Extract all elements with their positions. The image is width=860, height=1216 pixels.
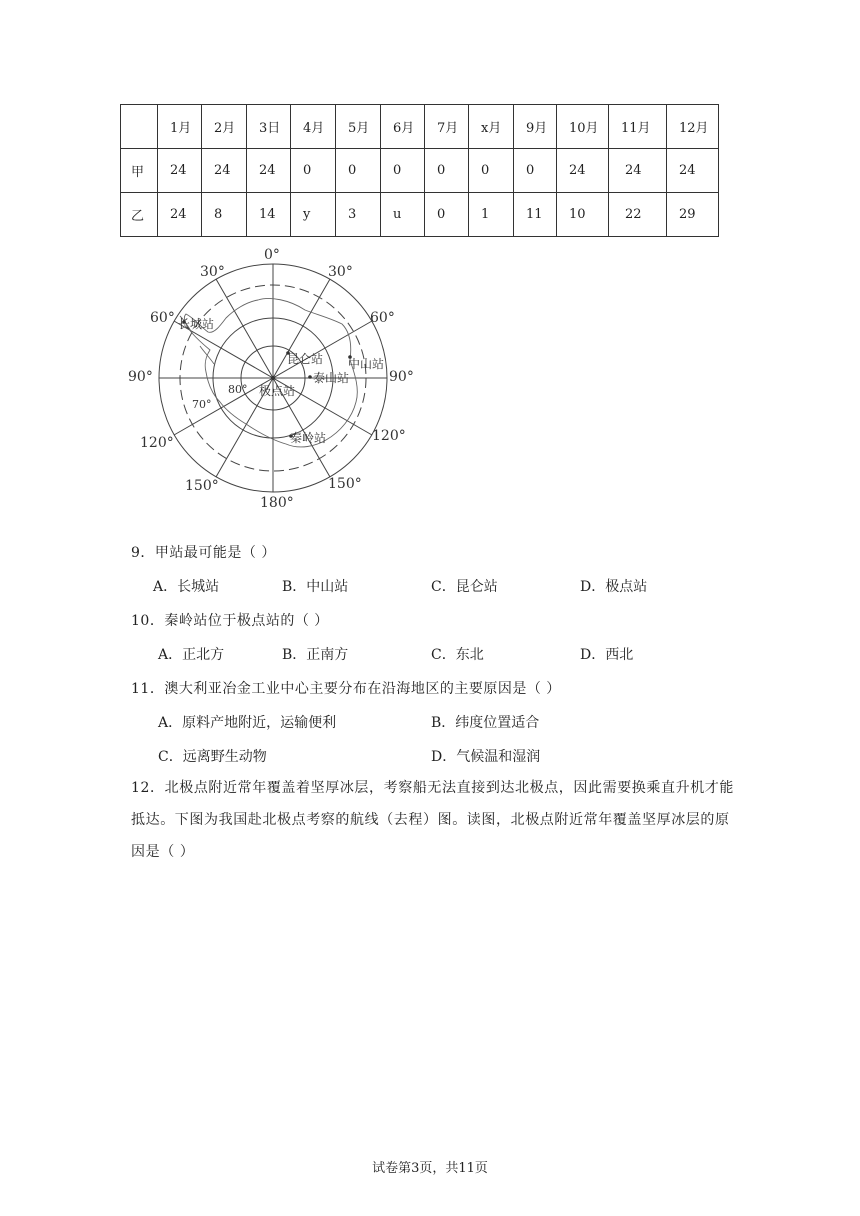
taishan-marker	[308, 375, 312, 379]
qinling-label: 秦岭站	[290, 431, 327, 445]
table-header-cell: 7月	[425, 105, 469, 149]
table-header-row	[121, 105, 719, 149]
table-corner-cell	[121, 105, 158, 149]
table-cell: 0	[425, 193, 469, 237]
table-cell: 0	[425, 149, 469, 193]
table-header-cell: x月	[469, 105, 514, 149]
zhongshan-label: 中山站	[348, 357, 385, 371]
table-cell: 0	[291, 149, 336, 193]
lon-label-lower-right: 120°	[372, 428, 406, 444]
lon-label-lower-left: 120°	[140, 435, 174, 451]
table-cell: 24	[557, 149, 609, 193]
question-11-option-c: C．远离野生动物	[158, 749, 267, 765]
table-cell: 3	[336, 193, 381, 237]
question-10-option-a: A．正北方	[158, 647, 225, 663]
lon-label-right: 90°	[389, 369, 414, 385]
taishan-label: 泰山站	[313, 371, 350, 385]
lon-label-bottom-right: 150°	[328, 476, 362, 492]
question-10-option-b: B．正南方	[282, 647, 349, 663]
lon-label-upper-right: 60°	[370, 310, 395, 326]
row-label: 甲	[121, 149, 158, 193]
lon-label-top: 0°	[264, 247, 280, 263]
page-footer: 试卷第3页，共11页	[372, 1161, 488, 1176]
table-cell: 24	[667, 149, 719, 193]
question-11-option-d: D．气候温和湿润	[431, 749, 541, 765]
table-cell: 8	[202, 193, 247, 237]
table-cell: 0	[469, 149, 514, 193]
table-header-cell: 5月	[336, 105, 381, 149]
table-header-cell: 12月	[667, 105, 719, 149]
table-cell: 11	[514, 193, 557, 237]
row-label: 乙	[121, 193, 158, 237]
lat-label-80: 80°	[228, 383, 248, 396]
kunlun-label: 昆仑站	[287, 352, 324, 366]
question-11-option-b: B．纬度位置适合	[431, 715, 540, 731]
table-cell: 24	[158, 149, 202, 193]
table-header-cell: 2月	[202, 105, 247, 149]
station-daylight-table	[120, 104, 719, 237]
table-cell: 24	[247, 149, 291, 193]
table-cell: 0	[514, 149, 557, 193]
antarctica-polar-map	[128, 245, 430, 515]
table-header-cell: 1月	[158, 105, 202, 149]
table-cell: 14	[247, 193, 291, 237]
table-cell: 1	[469, 193, 514, 237]
question-10-option-c: C．东北	[431, 647, 484, 663]
question-12-stem: 12．北极点附近常年覆盖着坚厚冰层，考察船无法直接到达北极点，因此需要换乘直升机才能抵达。下图为我国赴北极点考察的航线（去程）图。读图，北极点附近常年覆盖坚厚冰层的原因是（ ）	[131, 780, 735, 860]
question-11-stem: 11．澳大利亚冶金工业中心主要分布在沿海地区的主要原因是（ ）	[131, 681, 561, 697]
table-header-cell: 6月	[381, 105, 425, 149]
table-cell: u	[381, 193, 425, 237]
table-cell: 10	[557, 193, 609, 237]
table-header-cell: 4月	[291, 105, 336, 149]
question-10-stem: 10．秦岭站位于极点站的（ ）	[131, 613, 329, 629]
question-10-option-d: D．西北	[580, 647, 634, 663]
lon-label-bottom-left: 150°	[185, 478, 219, 494]
table-cell: 0	[336, 149, 381, 193]
table-header-cell: 11月	[609, 105, 667, 149]
table-row-yi	[121, 193, 719, 237]
question-9-option-b: B．中山站	[282, 579, 349, 595]
jidian-label: 极点站	[259, 384, 296, 398]
question-9-stem: 9．甲站最可能是（ ）	[131, 545, 276, 561]
lon-label-upper-left: 60°	[150, 310, 175, 326]
table-header-cell: 3日	[247, 105, 291, 149]
question-9-option-c: C．昆仑站	[431, 579, 498, 595]
question-9-option-a: A．长城站	[153, 579, 220, 595]
table-cell: 24	[158, 193, 202, 237]
table-cell: 22	[609, 193, 667, 237]
table-cell: 24	[609, 149, 667, 193]
table-cell: 29	[667, 193, 719, 237]
table-header-cell: 9月	[514, 105, 557, 149]
lat-label-70: 70°	[192, 398, 212, 411]
question-11-option-a: A．原料产地附近，运输便利	[158, 715, 337, 731]
table-cell: y	[291, 193, 336, 237]
changcheng-label: 长城站	[178, 317, 215, 331]
table-header-cell: 10月	[557, 105, 609, 149]
lon-label-bottom: 180°	[260, 495, 294, 511]
question-9-option-d: D．极点站	[580, 579, 648, 595]
jidian-marker	[271, 376, 275, 380]
table-row-jia	[121, 149, 719, 193]
table-cell: 24	[202, 149, 247, 193]
lon-label-top-left: 30°	[200, 264, 225, 280]
table-cell: 0	[381, 149, 425, 193]
lon-label-left: 90°	[128, 369, 153, 385]
lon-label-top-right: 30°	[328, 264, 353, 280]
